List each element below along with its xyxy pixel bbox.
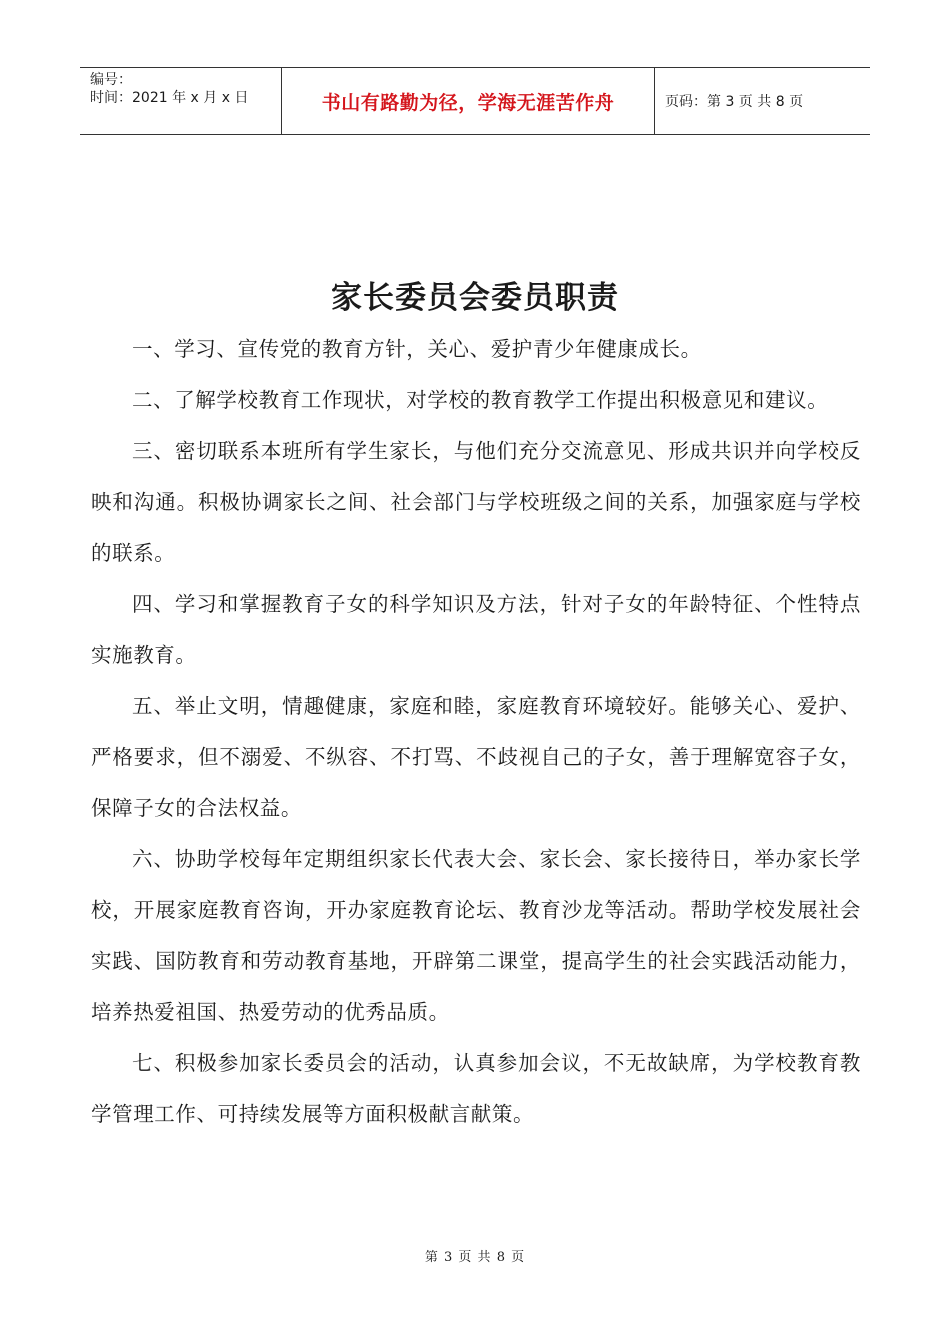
duty-paragraph-1: 一、学习、宣传党的教育方针，关心、爱护青少年健康成长。	[132, 337, 702, 361]
duty-paragraph-5: 五、举止文明，情趣健康，家庭和睦，家庭教育环境较好。能够关心、爱护、严格要求，但不溺爱、不纵容、不打骂、不歧视自己的子女，善于理解宽容子女，保障子女的合法权益。	[91, 694, 861, 820]
document-title: 家长委员会委员职责	[331, 280, 619, 316]
header-motto-cell	[282, 68, 655, 134]
duty-paragraph-6: 六、协助学校每年定期组织家长代表大会、家长会、家长接待日，举办家长学校，开展家庭教育咨询，开办家庭教育论坛、教育沙龙等活动。帮助学校发展社会实践、国防教育和劳动教育基地，开辟第二课堂，提高学生的社会实践活动能力，培养热爱祖国、热爱劳动的优秀品质。	[91, 847, 861, 1024]
header-table	[80, 67, 870, 135]
time-label: 时间：2021 年 x 月 x 日	[90, 90, 249, 106]
motto-text: 书山有路勤为径，学海无涯苦作舟	[321, 91, 615, 114]
number-label: 编号：	[90, 72, 132, 88]
page-footer: 第 3 页 共 8 页	[424, 1250, 526, 1265]
page-code: 页码：第 3 页 共 8 页	[665, 94, 804, 110]
duty-paragraph-3: 三、密切联系本班所有学生家长，与他们充分交流意见、形成共识并向学校反映和沟通。积极协调家长之间、社会部门与学校班级之间的关系，加强家庭与学校的联系。	[91, 439, 861, 565]
duty-paragraph-7: 七、积极参加家长委员会的活动，认真参加会议，不无故缺席，为学校教育教学管理工作、可持续发展等方面积极献言献策。	[91, 1051, 861, 1126]
header-meta-cell	[80, 68, 282, 134]
duty-paragraph-2: 二、了解学校教育工作现状，对学校的教育教学工作提出积极意见和建议。	[132, 388, 829, 412]
duty-paragraph-4: 四、学习和掌握教育子女的科学知识及方法，针对子女的年龄特征、个性特点实施教育。	[91, 592, 861, 667]
header-page-cell	[655, 68, 870, 134]
document-body	[91, 324, 861, 1140]
